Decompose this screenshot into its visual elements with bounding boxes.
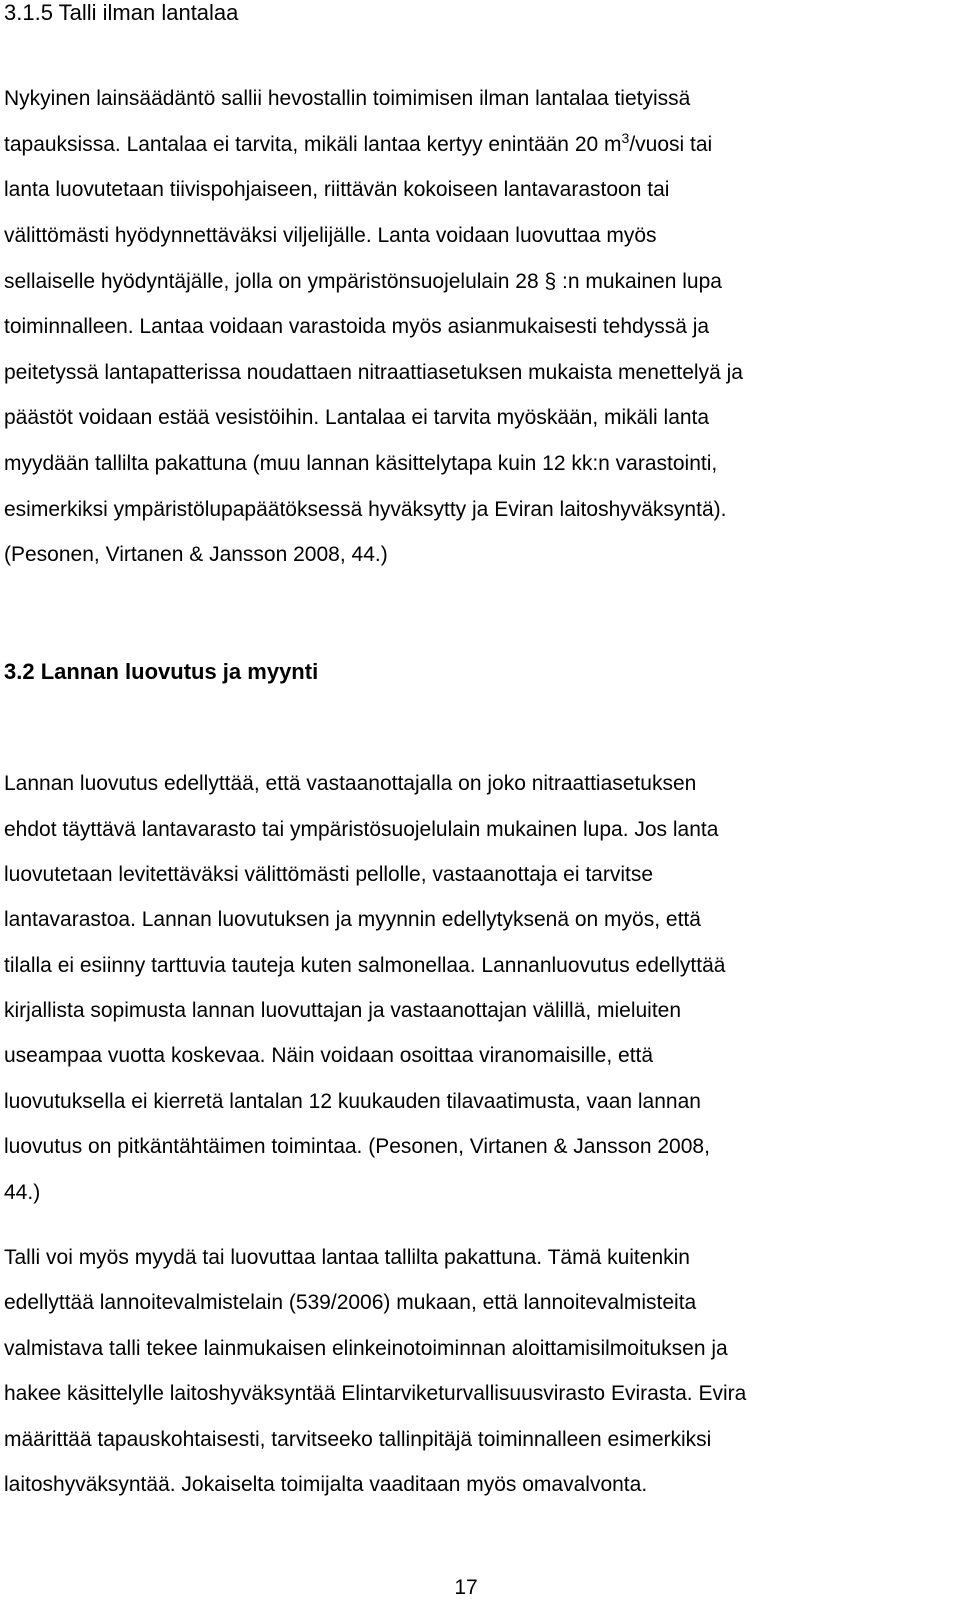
text-line: Lannan luovutus edellyttää, että vastaanottajalla on joko nitraattiasetuksen (4, 772, 697, 795)
text-line: luovutuksella ei kierretä lantalan 12 kuukauden tilavaatimusta, vaan lannan (4, 1090, 701, 1113)
section-heading-3-2: 3.2 Lannan luovutus ja myynti (4, 659, 319, 684)
text-line: Nykyinen lainsäädäntö sallii hevostallin toimimisen ilman lantalaa tietyissä (4, 87, 691, 110)
text-line: valmistava talli tekee lainmukaisen elinkeinotoiminnan aloittamisilmoituksen ja (4, 1337, 728, 1360)
text-line: laitoshyväksyntää. Jokaiselta toimijalta vaaditaan myös omavalvonta. (4, 1473, 648, 1496)
text-line: välittömästi hyödynnettäväksi viljelijälle. Lanta voidaan luovuttaa myös (4, 224, 657, 247)
text-line: useampaa vuotta koskevaa. Näin voidaan osoittaa viranomaisille, että (4, 1044, 654, 1067)
text-line: toiminnalleen. Lantaa voidaan varastoida myös asianmukaisesti tehdyssä ja (4, 315, 710, 338)
text-line: lanta luovutetaan tiivispohjaiseen, riittävän kokoiseen lantavarastoon tai (4, 178, 670, 201)
text-fragment: /vuosi tai (629, 133, 713, 156)
text-line: päästöt voidaan estää vesistöihin. Lantalaa ei tarvita myöskään, mikäli lanta (4, 406, 710, 429)
text-fragment: tapauksissa. Lantalaa ei tarvita, mikäli lantaa kertyy enintään 20 m (4, 133, 622, 156)
text-line: (Pesonen, Virtanen & Jansson 2008, 44.) (4, 543, 388, 566)
text-line: 44.) (4, 1181, 41, 1204)
text-line (4, 132, 928, 158)
text-line: esimerkiksi ympäristölupapäätöksessä hyväksytty ja Eviran laitoshyväksyntä). (4, 498, 727, 521)
text-line: Talli voi myös myydä tai luovuttaa lantaa tallilta pakattuna. Tämä kuitenkin (4, 1246, 690, 1269)
text-line: hakee käsittelylle laitoshyväksyntää Elintarviketurvallisuusvirasto Evirasta. Evira (4, 1382, 747, 1405)
text-line: luovutetaan levitettäväksi välittömästi pellolle, vastaanottaja ei tarvitse (4, 863, 654, 886)
text-line: tilalla ei esiinny tarttuvia tauteja kuten salmonellaa. Lannanluovutus edellyttää (4, 954, 726, 977)
superscript: 3 (621, 130, 630, 146)
text-line: lantavarastoa. Lannan luovutuksen ja myynnin edellytyksenä on myös, että (4, 908, 701, 931)
document-page (4, 0, 928, 1617)
text-line: edellyttää lannoitevalmistelain (539/2006) mukaan, että lannoitevalmisteita (4, 1291, 697, 1314)
text-line: peitetyssä lantapatterissa noudattaen nitraattiasetuksen mukaista menettelyä ja (4, 361, 743, 384)
text-line: määrittää tapauskohtaisesti, tarvitseeko tallinpitäjä toiminnalleen esimerkiksi (4, 1428, 712, 1451)
section-heading-3-1-5: 3.1.5 Talli ilman lantalaa (4, 0, 239, 25)
text-line: myydään tallilta pakattuna (muu lannan käsittelytapa kuin 12 kk:n varastointi, (4, 452, 718, 475)
text-line: kirjallista sopimusta lannan luovuttajan ja vastaanottajan välillä, mieluiten (4, 999, 682, 1022)
page-number: 17 (454, 1576, 478, 1599)
text-line: ehdot täyttävä lantavarasto tai ympäristösuojelulain mukainen lupa. Jos lanta (4, 818, 719, 841)
text-line: luovutus on pitkäntähtäimen toimintaa. (Pesonen, Virtanen & Jansson 2008, (4, 1135, 710, 1158)
text-line: sellaiselle hyödyntäjälle, jolla on ympäristönsuojelulain 28 § :n mukainen lupa (4, 270, 722, 293)
